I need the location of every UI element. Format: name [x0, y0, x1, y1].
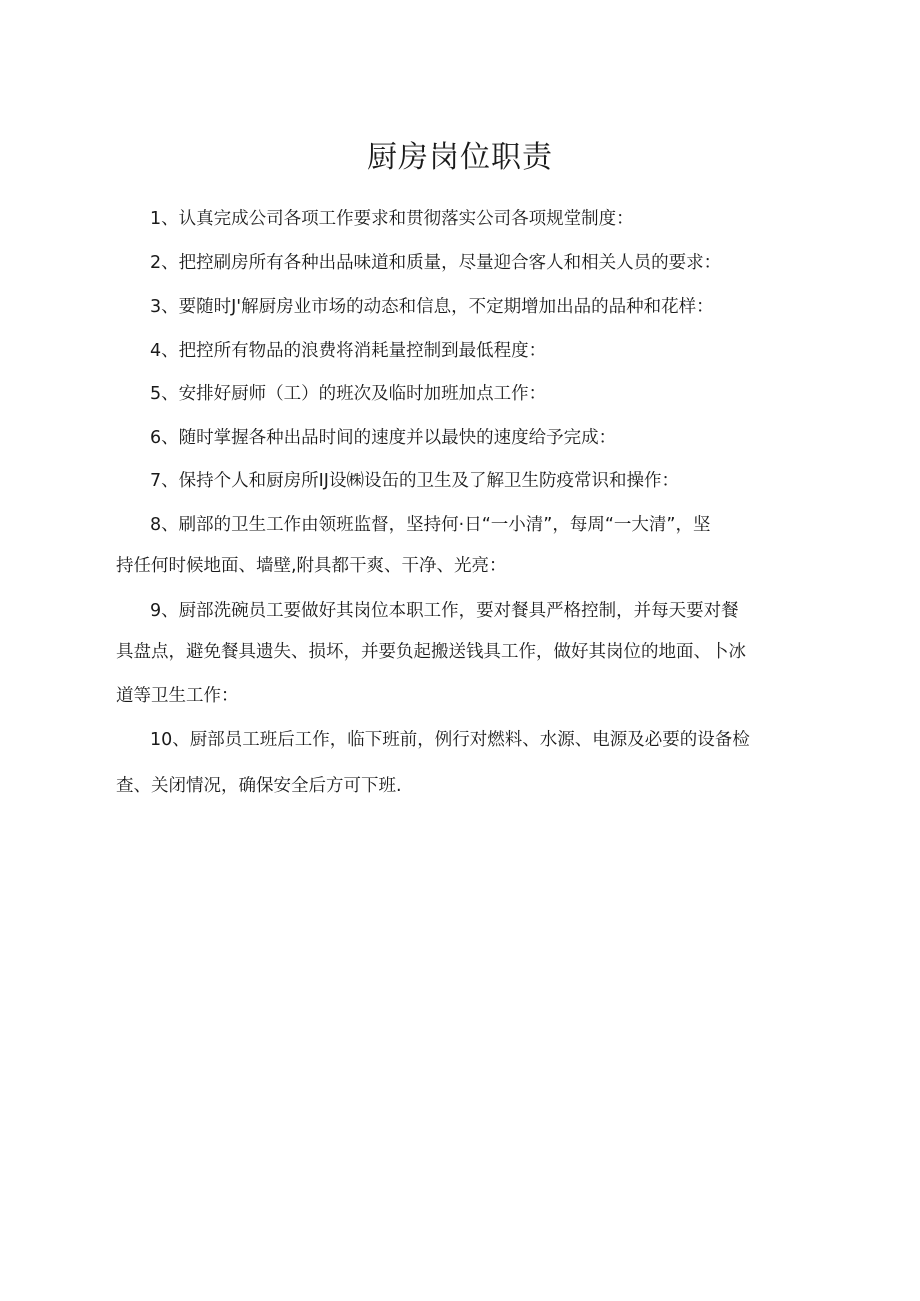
duty-item-6: 6、随时掌握各种出品时间的速度并以最快的速度给予完成： [150, 428, 617, 448]
duty-item-10-line-2: 查、关闭情况，确保安全后方可下班. [116, 776, 402, 796]
duty-item-9-line-2: 具盘点，避免餐具遗失、损坏，并要负起搬送钱具工作，做好其岗位的地面、卜冰 [116, 642, 746, 662]
duty-item-8-line-1: 8、刷部的卫生工作由领班监督，坚持何·日“一小清”，每周“一大清”，坚 [150, 515, 711, 535]
document-title: 厨房岗位职责 [367, 140, 553, 175]
duty-item-10-line-1: 10、厨部员工班后工作，临下班前，例行对燃料、水源、电源及必要的设备检 [150, 730, 750, 750]
duty-item-3: 3、要随时J'解厨房业市场的动态和信息，不定期增加出品的品种和花样： [150, 297, 714, 317]
duty-item-2: 2、把控刷房所有各种出品味道和质量，尽量迎合客人和相关人员的要求： [150, 253, 722, 273]
duty-item-8-line-2: 持任何时候地面、墙壁,附具都干爽、干净、光亮： [116, 556, 507, 576]
duty-item-9-line-3: 道等卫生工作： [116, 686, 239, 706]
duty-item-4: 4、把控所有物品的浪费将消耗量控制到最低程度： [150, 341, 547, 361]
duty-item-7: 7、保持个人和厨房所IJ设㈱设缶的卫生及了解卫生防疫常识和操作： [150, 471, 679, 491]
duty-item-9-line-1: 9、厨部洗碗员工要做好其岗位本职工作，要对餐具严格控制，并每天要对餐 [150, 601, 739, 621]
duty-item-5: 5、安排好厨师（工）的班次及临时加班加点工作： [150, 384, 547, 404]
duty-item-1: 1、认真完成公司各项工作要求和贯彻落实公司各项规堂制度： [150, 209, 634, 229]
